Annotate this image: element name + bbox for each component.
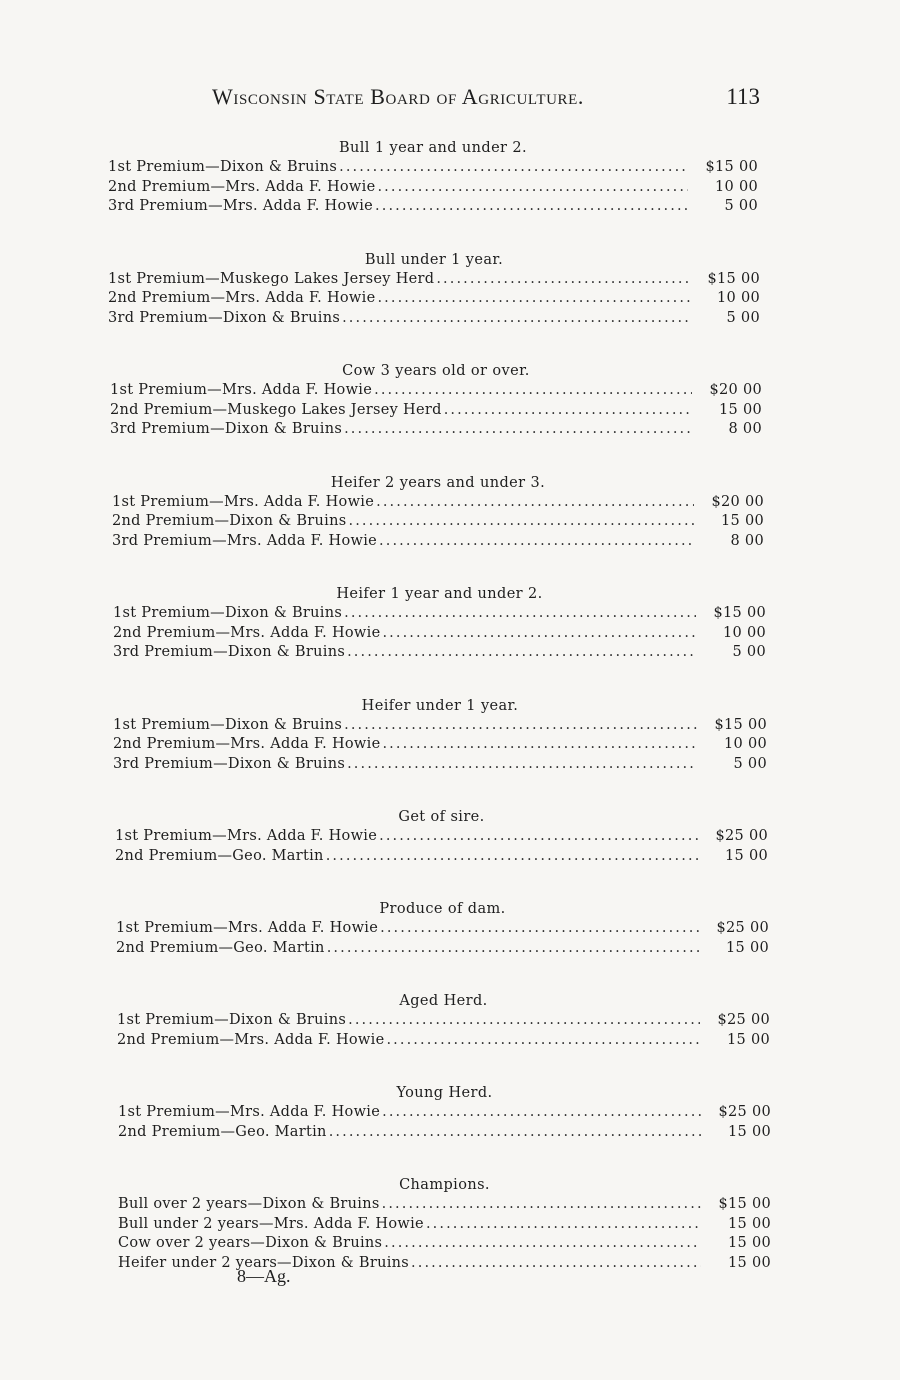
dot-leader	[411, 1254, 701, 1274]
dot-leader	[444, 401, 692, 421]
section-title: Heifer 1 year and under 2.	[336, 586, 543, 602]
section-title: Bull under 1 year.	[364, 251, 504, 268]
premium-entry	[118, 1123, 771, 1143]
entry-amount: $15 00	[713, 605, 766, 621]
premium-section	[112, 473, 764, 552]
premium-entry	[118, 1103, 771, 1123]
entry-label: 2nd Premium—Mrs. Adda F. Howie	[113, 624, 381, 641]
premium-section	[118, 1083, 771, 1142]
entry-amount: $25 00	[717, 1012, 770, 1028]
entry-label: 2nd Premium—Geo. Martin	[115, 847, 324, 864]
entry-label: 3rd Premium—Mrs. Adda F. Howie	[108, 198, 374, 214]
entry-label: 1st Premium—Mrs. Adda F. Howie	[116, 920, 379, 936]
premium-section	[113, 696, 767, 775]
entry-label: 3rd Premium—Dixon & Bruins	[108, 309, 341, 326]
entry-label: Cow over 2 years—Dixon & Bruins	[118, 1235, 383, 1251]
premium-entry	[118, 1234, 771, 1254]
premium-section	[117, 991, 770, 1050]
premium-entry	[113, 604, 766, 624]
section-title: Heifer 2 years and under 3.	[330, 474, 546, 491]
premium-entry	[110, 420, 762, 440]
entry-amount: 10 00	[722, 624, 766, 641]
entry-amount: 15 00	[727, 1254, 771, 1271]
premium-entry	[108, 309, 760, 329]
dot-leader	[386, 1031, 700, 1051]
entry-label: 2nd Premium—Mrs. Adda F. Howie	[117, 1031, 385, 1048]
premium-entry	[108, 270, 760, 290]
premium-entry	[112, 493, 764, 513]
entry-amount: $15 00	[705, 159, 758, 175]
entry-label: 1st Premium—Mrs. Adda F. Howie	[110, 382, 373, 398]
entry-label: 2nd Premium—Muskego Lakes Jersey Herd	[110, 401, 442, 418]
entry-amount: 15 00	[727, 1235, 771, 1251]
premium-section	[108, 138, 758, 217]
premium-entry	[118, 1254, 771, 1274]
entry-label: 2nd Premium—Mrs. Adda F. Howie	[108, 178, 376, 195]
entry-label: 1st Premium—Dixon & Bruins	[108, 159, 338, 175]
dot-leader	[344, 420, 692, 440]
signature-mark: 8—Ag.	[237, 1266, 291, 1286]
entry-label: 1st Premium—Dixon & Bruins	[113, 605, 343, 621]
section-title: Get of sire.	[398, 809, 485, 825]
premium-section	[108, 250, 760, 329]
entry-amount: 15 00	[720, 513, 764, 529]
dot-leader	[342, 309, 690, 329]
premium-entry	[108, 178, 758, 198]
entry-amount: 8 00	[728, 421, 762, 437]
entry-label: 3rd Premium—Dixon & Bruins	[113, 644, 346, 660]
premium-section	[115, 807, 768, 866]
premium-entry	[108, 289, 760, 309]
premium-entry	[113, 716, 767, 736]
premium-section	[110, 361, 762, 440]
entry-label: 2nd Premium—Mrs. Adda F. Howie	[108, 290, 376, 306]
entry-label: 1st Premium—Dixon & Bruins	[113, 716, 343, 733]
dot-leader	[379, 827, 698, 847]
entry-amount: $25 00	[718, 1104, 771, 1120]
entry-label: 1st Premium—Dixon & Bruins	[117, 1012, 347, 1028]
section-title: Champions.	[399, 1177, 490, 1193]
section-title: Aged Herd.	[399, 993, 488, 1009]
entry-amount: $15 00	[718, 1196, 771, 1212]
running-title: Wisconsin State Board of Agriculture.	[212, 84, 584, 109]
section-title: Bull 1 year and under 2.	[338, 140, 528, 156]
section-title: Produce of dam.	[379, 901, 506, 917]
premium-entry	[118, 1215, 771, 1235]
premium-list	[0, 138, 900, 1306]
dot-leader	[377, 178, 688, 198]
entry-label: 3rd Premium—Dixon & Bruins	[113, 755, 346, 772]
entry-amount: 10 00	[716, 290, 760, 306]
entry-amount: $15 00	[714, 716, 767, 733]
premium-entry	[110, 401, 762, 421]
premium-entry	[115, 847, 768, 867]
premium-entry	[116, 939, 769, 959]
dot-leader	[374, 381, 692, 401]
entry-label: 2nd Premium—Geo. Martin	[118, 1123, 327, 1140]
entry-amount: 10 00	[723, 736, 767, 752]
entry-label: Bull over 2 years—Dixon & Bruins	[118, 1196, 380, 1212]
entry-amount: 15 00	[724, 847, 768, 864]
entry-label: Heifer under 2 years—Dixon & Bruins	[118, 1254, 410, 1271]
premium-entry	[117, 1031, 770, 1051]
page-number: 113	[726, 84, 760, 109]
dot-leader	[344, 716, 697, 736]
entry-label: 2nd Premium—Mrs. Adda F. Howie	[113, 736, 381, 752]
dot-leader	[375, 197, 688, 217]
page-header	[212, 84, 760, 116]
entry-amount: 15 00	[725, 939, 769, 956]
dot-leader	[426, 1215, 701, 1235]
dot-leader	[384, 1234, 701, 1254]
premium-entry	[108, 158, 758, 178]
dot-leader	[376, 493, 694, 513]
entry-label: 2nd Premium—Dixon & Bruins	[112, 513, 347, 529]
dot-leader	[327, 939, 699, 959]
entry-amount: 5 00	[732, 644, 766, 660]
section-title: Heifer under 1 year.	[361, 697, 519, 714]
entry-amount: 5 00	[726, 309, 760, 326]
entry-amount: 8 00	[730, 532, 764, 549]
premium-entry	[115, 827, 768, 847]
premium-entry	[113, 624, 766, 644]
dot-leader	[329, 1123, 701, 1143]
entry-label: 1st Premium—Mrs. Adda F. Howie	[115, 828, 378, 844]
dot-leader	[344, 604, 696, 624]
entry-label: 1st Premium—Mrs. Adda F. Howie	[118, 1104, 381, 1120]
dot-leader	[326, 847, 698, 867]
entry-amount: $15 00	[707, 270, 760, 287]
entry-amount: 5 00	[724, 198, 758, 214]
premium-entry	[118, 1195, 771, 1215]
premium-entry	[108, 197, 758, 217]
entry-amount: 15 00	[718, 401, 762, 418]
entry-amount: 10 00	[714, 178, 758, 195]
dot-leader	[382, 1103, 701, 1123]
entry-amount: 15 00	[727, 1215, 771, 1232]
entry-label: 1st Premium—Mrs. Adda F. Howie	[112, 493, 375, 510]
entry-amount: $20 00	[709, 382, 762, 398]
premium-section	[118, 1175, 771, 1273]
premium-entry	[116, 919, 769, 939]
dot-leader	[382, 735, 697, 755]
premium-section	[113, 584, 766, 663]
dot-leader	[339, 158, 688, 178]
premium-entry	[110, 381, 762, 401]
entry-amount: 5 00	[733, 755, 767, 772]
premium-entry	[112, 512, 764, 532]
section-title: Young Herd.	[396, 1085, 493, 1101]
entry-label: 1st Premium—Muskego Lakes Jersey Herd	[108, 270, 435, 287]
entry-amount: 15 00	[726, 1031, 770, 1048]
dot-leader	[348, 1011, 700, 1031]
section-title: Cow 3 years old or over.	[342, 363, 530, 379]
dot-leader	[347, 755, 697, 775]
entry-label: 3rd Premium—Mrs. Adda F. Howie	[112, 532, 378, 549]
dot-leader	[380, 919, 699, 939]
premium-entry	[117, 1011, 770, 1031]
entry-amount: 15 00	[727, 1123, 771, 1140]
entry-label: 3rd Premium—Dixon & Bruins	[110, 421, 343, 437]
premium-section	[116, 899, 769, 958]
dot-leader	[382, 624, 696, 644]
entry-amount: $20 00	[711, 493, 764, 510]
premium-entry	[112, 532, 764, 552]
premium-entry	[113, 643, 766, 663]
premium-entry	[113, 735, 767, 755]
entry-label: Bull under 2 years—Mrs. Adda F. Howie	[118, 1215, 424, 1232]
entry-amount: $25 00	[715, 828, 768, 844]
dot-leader	[377, 289, 690, 309]
dot-leader	[382, 1195, 701, 1215]
dot-leader	[348, 512, 694, 532]
dot-leader	[436, 270, 690, 290]
entry-amount: $25 00	[716, 920, 769, 936]
dot-leader	[347, 643, 696, 663]
premium-entry	[113, 755, 767, 775]
dot-leader	[379, 532, 694, 552]
entry-label: 2nd Premium—Geo. Martin	[116, 939, 325, 956]
